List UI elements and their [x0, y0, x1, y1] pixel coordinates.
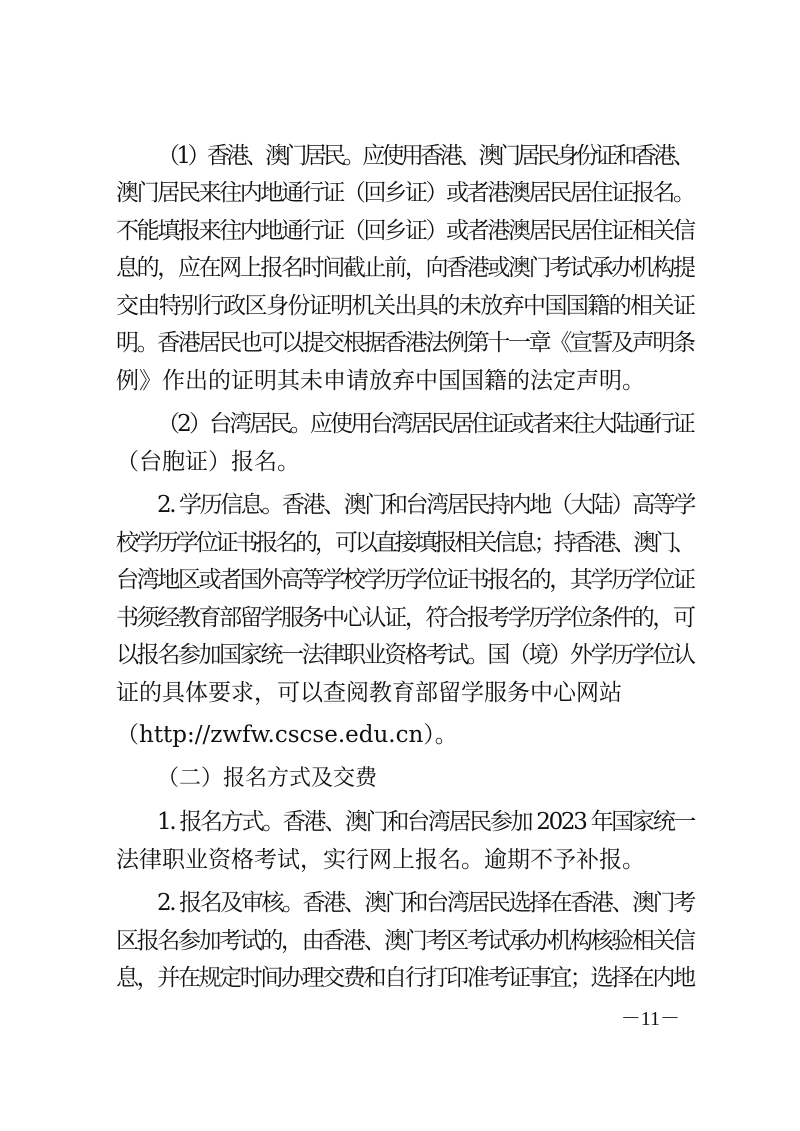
text-line-19: 2. 报名及审核。香港、澳门和台湾居民选择在香港、澳门考: [157, 890, 694, 916]
text-line-17: 1. 报名方式。香港、澳门和台湾居民参加 2023 年国家统一: [157, 809, 695, 835]
text-line-8: （2）台湾居民。应使用台湾居民居住证或者来往大陆通行证: [157, 411, 693, 437]
text-line-20: 区报名参加考试的，由香港、澳门考区考试承办机构核验相关信: [116, 928, 694, 954]
text-line-15: 证的具体要求，可以查阅教育部留学服务中心网站: [116, 680, 622, 706]
text-line-5: 交由特别行政区身份证明机关出具的未放弃中国国籍的相关证: [116, 293, 695, 319]
text-line-12: 台湾地区或者国外高等学校学历学位证书报名的，其学历学位证: [116, 567, 694, 593]
page-number: －11－: [620, 1008, 680, 1030]
text-line-2: 澳门居民来往内地通行证（回乡证）或者港澳居民居住证报名。: [116, 180, 694, 206]
section-heading: （二）报名方式及交费: [157, 766, 378, 791]
text-line-4: 息的，应在网上报名时间截止前，向香港或澳门考试承办机构提: [116, 255, 694, 281]
text-line-21: 息，并在规定时间办理交费和自行打印准考证事宜；选择在内地: [116, 965, 694, 991]
text-line-9: （台胞证）报名。: [116, 449, 300, 475]
text-line-13: 书须经教育部留学服务中心认证，符合报考学历学位条件的，可: [116, 605, 694, 631]
text-line-7: 例》作出的证明其未申请放弃中国国籍的法定声明。: [116, 368, 645, 394]
url-line: （http://zwfw.cscse.edu.cn）。: [116, 722, 458, 748]
text-line-18: 法律职业资格考试，实行网上报名。逾期不予补报。: [116, 847, 645, 873]
text-line-3: 不能填报来往内地通行证（回乡证）或者港澳居民居住证相关信: [116, 218, 694, 244]
text-line-1: （1）香港、澳门居民。应使用香港、澳门居民身份证和香港、: [157, 143, 693, 169]
text-line-6: 明。香港居民也可以提交根据香港法例第十一章《宣誓及声明条: [116, 330, 694, 356]
text-line-10: 2. 学历信息。香港、澳门和台湾居民持内地（大陆）高等学: [157, 492, 694, 518]
text-line-14: 以报名参加国家统一法律职业资格考试。国（境）外学历学位认: [116, 642, 694, 668]
text-line-11: 校学历学位证书报名的，可以直接填报相关信息；持香港、澳门、: [116, 530, 693, 556]
